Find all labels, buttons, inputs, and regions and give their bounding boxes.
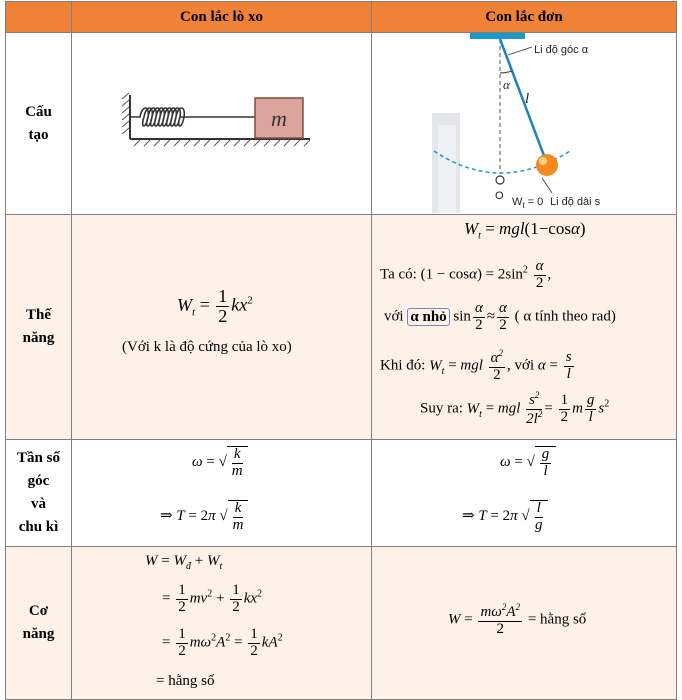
khi-do-line: Khi đó: $W_t$ = mgl $\frac{\alpha^2}{2}$ , với α = $\frac{s}{l}$ — [380, 348, 572, 383]
potential-spring-cell — [72, 215, 372, 440]
header-spring: Con lắc lò xo — [72, 2, 372, 33]
small-angle-line: với α nhỏ sin $\frac{\alpha}{2}$ ≈ $\frac{\alpha}{2}$ ( α tính theo rad) — [384, 300, 616, 333]
mass-label: m — [271, 106, 287, 131]
wt-zero-label: $W_t = 0$ — [512, 196, 544, 210]
voi-label: với — [384, 308, 404, 325]
energy-spring-constant: = hằng số — [156, 673, 215, 689]
pendulum-string — [500, 39, 546, 161]
row-label-line: Thế — [25, 307, 51, 323]
row-label-frequency — [6, 440, 72, 547]
alpha-symbol: α — [503, 77, 510, 92]
row-label-line: Cơ — [28, 603, 49, 619]
header-corner — [6, 2, 72, 33]
spring-period-formula: ⇒ T = 2π √ $\frac{k}{m}$ — [160, 500, 248, 534]
header-row — [6, 2, 677, 33]
khi-do-label: Khi đó: — [380, 357, 426, 374]
pendulum-period-formula: ⇒ T = 2π √ $\frac{l}{g}$ — [462, 500, 548, 534]
pendulum-ceiling — [470, 33, 525, 39]
energy-spring-line-1: $W = W_đ + W_t$ — [145, 553, 223, 572]
arc-label: Li độ dài s — [550, 196, 601, 208]
energy-spring-cell — [72, 547, 372, 700]
spring-diagram-cell — [72, 33, 372, 215]
potential-pendulum-cell — [372, 215, 677, 440]
angle-label: Li độ góc α — [534, 44, 589, 56]
frequency-pendulum-cell — [372, 440, 677, 547]
small-angle-highlight: α nhỏ — [407, 308, 449, 326]
row-label-potential — [6, 215, 72, 440]
row-label-line: chu kì — [18, 519, 59, 535]
energy-spring-line-2: = $\frac{1}{2}$ $mv^2$ + $\frac{1}{2}$ $kx^2$ — [162, 582, 263, 615]
row-label-line: tạo — [28, 126, 49, 143]
row-label-line: Tần số — [17, 450, 60, 466]
row-structure — [6, 33, 677, 215]
spring-coil — [130, 108, 255, 126]
frequency-spring-cell — [72, 440, 372, 547]
energy-pendulum-formula: W = $\frac{m\omega^2A^2}{2}$ = hằng số — [448, 602, 587, 637]
comparison-table — [5, 1, 677, 700]
ta-co-line: Ta có: $(1 - \cos\alpha) = 2\sin^2$ $\frac{\alpha}{2}$ , — [380, 258, 552, 291]
rad-note: ( α tính theo rad) — [514, 308, 616, 325]
row-label-line: Cấu — [25, 103, 52, 120]
energy-pendulum-constant: = hằng số — [527, 611, 587, 628]
energy-pendulum-cell — [372, 547, 677, 700]
row-potential — [6, 215, 677, 440]
pendulum-diagram-cell — [372, 33, 677, 215]
length-symbol: l — [525, 91, 530, 107]
equilibrium-point — [496, 176, 504, 184]
comma-voi-label: , với — [507, 357, 535, 374]
potential-spring-formula: $W_t$ = $\frac{1}{2}$ $kx^2$ — [177, 286, 253, 326]
row-label-structure — [6, 33, 72, 215]
row-label-line: năng — [22, 626, 55, 642]
pendulum-potential-formula: $W_t = mgl(1-\cos\alpha)$ — [464, 219, 586, 242]
row-frequency — [6, 440, 677, 547]
spring-omega-formula: ω = √ $\frac{k}{m}$ — [192, 446, 248, 480]
row-label-line: năng — [22, 330, 55, 346]
row-label-line: góc — [27, 473, 50, 489]
header-pendulum: Con lắc đơn — [372, 2, 677, 33]
pendulum-bob — [536, 154, 558, 176]
spring-constant-note: (Với k là độ cứng của lò xo) — [122, 339, 292, 355]
pendulum-omega-formula: ω = √ $\frac{g}{l}$ — [500, 446, 556, 480]
pendulum-diagram — [372, 33, 677, 215]
origin-label: O — [495, 190, 504, 202]
row-label-line: và — [31, 496, 46, 512]
ta-co-label: Ta có: — [380, 266, 417, 283]
energy-spring-line-3: = $\frac{1}{2}$ $m\omega^2A^2$ = $\frac{1}{2}$ $kA^2$ — [162, 626, 283, 659]
spring-pendulum-diagram — [72, 33, 372, 215]
suy-ra-label: Suy ra: — [420, 400, 463, 417]
row-energy — [6, 547, 677, 700]
row-label-energy — [6, 547, 72, 700]
suy-ra-line: Suy ra: $W_t$ = mgl $\frac{s^2}{2l^2}$ = $\frac{1}{2}$ m $\frac{g}{l}$ $s^2$ — [420, 390, 610, 427]
